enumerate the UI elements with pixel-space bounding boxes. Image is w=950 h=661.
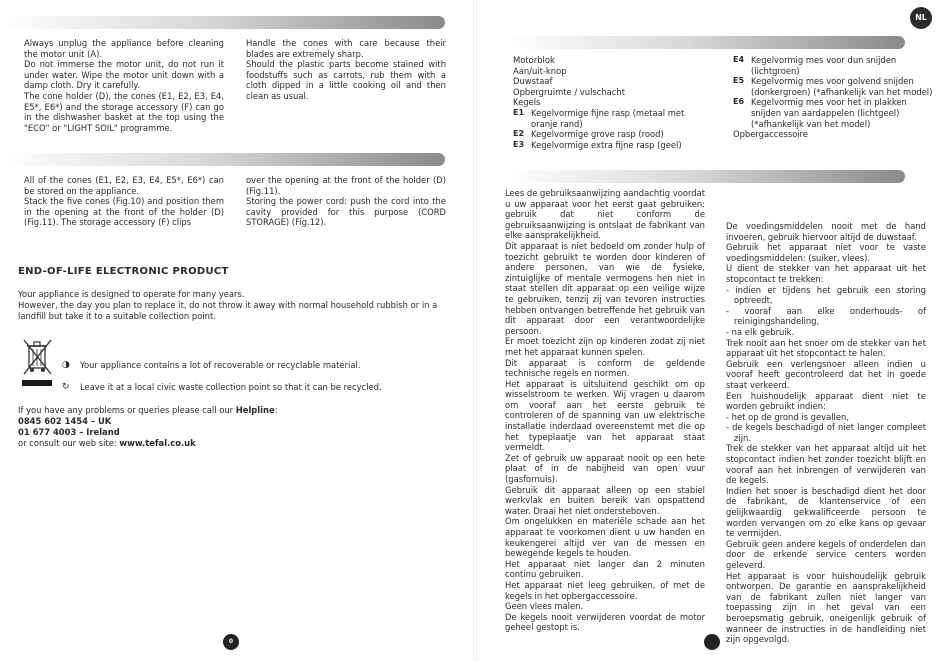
paragraph: The cone holder (D), the cones (E1, E2, E3, E4, E5*, E6*) and the storage accessory (F) can go in the dishwasher basket at the top using the "ECO" or "LIGHT SOIL" programme. (24, 90, 224, 133)
paragraph: Dit apparaat is niet bedoeld om zonder hulp of toezicht gebruikt te worden door kinderen of andere personen, van wie de fysieke, zintuiglijke of mentale vermogens hen niet in staat stellen dit apparaat op een veilige wijze te gebruiken, tenzij zij van tevoren instructies hebben ontvangen betreffende het gebruik van dit apparaat door een verantwoordelijke persoon. (505, 240, 705, 336)
paragraph: - vooraf aan elke onderhouds- of reinigingshandeling, (726, 305, 926, 327)
part-item (513, 76, 713, 87)
paragraph: Om ongelukken en materiële schade aan het apparaat te voorkomen dient u uw handen en keukengerei altijd ver van de messen en bewegende kegels te houden. (505, 516, 705, 559)
paragraph: De kegels nooit verwijderen voordat de motor geheel gestopt is. (505, 611, 705, 633)
part-key: E6 (733, 97, 745, 107)
part-label: Kegelvormige grove rasp (rood) (531, 129, 664, 140)
paragraph: De voedingsmiddelen nooit met de hand invoeren, gebruik hiervoor altijd de duwstaaf. (726, 221, 926, 242)
part-item (513, 129, 713, 140)
cleaning-col-2 (246, 38, 446, 102)
paragraph: Lees de gebruiksaanwijzing aandachtig voordat u uw apparaat voor het eerst gaat gebruiken: gebruik dat niet conform de gebruiksaanwijzing is ontslaat de fabrikant van elke aansprakelijkheid. (505, 188, 705, 241)
website-link[interactable]: www.tefal.co.uk (119, 438, 196, 448)
safety-col-1 (505, 188, 705, 633)
paragraph: - indien er tijdens het gebruik een storing optreedt, (726, 284, 926, 306)
storage-col-2 (246, 175, 446, 228)
section-divider-bar (505, 36, 905, 49)
paragraph: Trek nooit aan het snoer om de stekker van het apparaat uit het stopcontact te halen. (726, 337, 926, 359)
part-item (733, 55, 933, 76)
paragraph: All of the cones (E1, E2, E3, E4, E5*, E6*) can be stored on the appliance. (24, 175, 224, 196)
paragraph: - de kegels beschadigd of niet langer compleet zijn. (726, 422, 926, 443)
paragraph: Dit apparaat is conform de geldende technische regels en normen. (505, 357, 705, 379)
collection-point-icon: ↻ (62, 382, 70, 392)
part-key: E1 (513, 107, 525, 117)
phone-uk: 0845 602 1454 – UK (18, 416, 112, 426)
paragraph: Geen vlees malen. (505, 601, 584, 612)
paragraph: Zet of gebruik uw apparaat nooit op een hete plaat of in de nabijheid van open vuur (gasfornuis). (505, 452, 705, 485)
page-number-marker (704, 634, 720, 650)
section-divider-bar (505, 170, 905, 183)
helpline-line: If you have any problems or queries please call our Helpline: (18, 405, 278, 415)
part-item (513, 97, 713, 108)
part-label: Aan/uit-knop (513, 65, 567, 76)
website-text: or consult our web site: (18, 438, 117, 448)
page-number: 0 (223, 634, 239, 650)
parts-list-1 (513, 55, 713, 150)
part-label: Kegels (513, 97, 541, 108)
paragraph: Trek de stekker van het apparaat altijd uit het stopcontact indien het zonder toezicht blijft en vooraf aan het inbrengen of verwijderen van de kegels. (726, 443, 926, 486)
part-item (513, 55, 713, 66)
part-key: E3 (513, 139, 525, 149)
part-label: Duwstaaf (513, 76, 553, 87)
crossed-bin-icon (20, 336, 54, 390)
paragraph: over the opening at the front of the holder (D) (Fig.11). (246, 175, 446, 196)
part-item (513, 87, 713, 98)
part-item (513, 140, 713, 151)
right-page (475, 0, 950, 661)
part-label: Kegelvormig mes voor golvend snijden (donkergroen) (*afhankelijk van het model) (751, 76, 933, 97)
part-label: Kegelvormig mes voor dun snijden (lichtgroen) (751, 55, 897, 76)
paragraph: Het apparaat niet leeg gebruiken, of met de kegels in het opbergaccessoire. (505, 579, 705, 601)
phone-ie: 01 677 4003 – Ireland (18, 427, 120, 437)
paragraph: Do not immerse the motor unit, do not run it under water. Wipe the motor unit down with a damp cloth. Dry it carefully. (24, 59, 224, 91)
section-divider-bar (0, 16, 445, 29)
eol-point-1: Your appliance contains a lot of recoverable or recyclable material. (80, 360, 361, 370)
paragraph: U dient de stekker van het apparaat uit het stopcontact te trekken: (726, 263, 926, 284)
storage-col-1 (24, 175, 224, 228)
paragraph: Handle the cones with care because their blades are extremely sharp. (246, 38, 446, 59)
paragraph: Het apparaat is uitsluitend geschikt om op wisselstroom te werken. Wij vragen u daarom om vooraf aan het eerste gebruik te controleren of de spanning van uw elektrische installatie inderdaad overeenstemt met die op het typeplaatje van het apparaat staat vermeldt. (505, 378, 705, 453)
paragraph: Always unplug the appliance before cleaning the motor unit (A). (24, 38, 224, 59)
paragraph: Een huishoudelijk apparaat dient niet te worden gebruikt indien: (726, 390, 926, 412)
part-key: E4 (733, 55, 745, 64)
part-item (733, 129, 933, 140)
part-label: Kegelvormig mes voor het in plakken snijden van aardappelen (lichtgeel) (*afhankelijk van het model) (751, 97, 907, 129)
paragraph: Gebruik een verlengsnoer alleen indien u vooraf heeft gecontroleerd dat het in goede staat verkeerd. (726, 358, 926, 390)
part-item (513, 66, 713, 77)
part-label: Motorblok (513, 55, 555, 65)
eol-heading: END-OF-LIFE ELECTRONIC PRODUCT (18, 266, 229, 277)
paragraph: Indien het snoer is beschadigd dient het door de fabrikant, de klantenservice of een gelijkwaardig gekwalificeerde persoon te worden vervangen om zo elke kans op gevaar te vermijden. (726, 485, 926, 539)
helpline-label: Helpline (235, 405, 275, 415)
paragraph: - het op de grond is gevallen, (726, 411, 849, 422)
paragraph: Het apparaat is voor huishoudelijk gebruik ontworpen. De garantie en aansprakelijkheid van de fabrikant zullen niet langer van toepassing zijn in het geval van een beroepsmatig gebruik, oneigenlijk gebruik of wanneer de instructies in de handleiding niet zijn opgevolgd. (726, 570, 926, 645)
paragraph: Gebruik dit apparaat alleen op een stabiel werkvlak en buiten bereik van opspattend water. Draai het niet ondersteboven. (505, 484, 705, 516)
part-item (733, 76, 933, 97)
part-item (733, 97, 933, 129)
paragraph: - na elk gebruik. (726, 326, 795, 337)
section-divider-bar (0, 153, 445, 166)
part-label: Kegelvormige fijne rasp (metaal met oranje rand) (531, 107, 685, 129)
paragraph: Stack the five cones (Fig.10) and position them in the opening at the front of the holder (D) (Fig.11). The storage accessory (F) clips (24, 196, 224, 228)
paragraph: Gebruik geen andere kegels of onderdelen dan door de erkende service centers worden geleverd. (726, 538, 926, 570)
part-key: E5 (733, 76, 745, 86)
paragraph: Your appliance is designed to operate for many years. (18, 289, 245, 299)
paragraph: Gebruik het apparaat niet voor te vaste voedingsmiddelen: (suiker, vlees). (726, 242, 926, 263)
website-line (18, 438, 458, 449)
helpline-text: If you have any problems or queries please call our (18, 405, 234, 415)
part-item (513, 108, 713, 129)
part-label: Opbergruimte / vulschacht (513, 86, 626, 97)
eol-intro (18, 289, 458, 322)
part-label: Kegelvormige extra fijne rasp (geel) (531, 139, 682, 150)
part-label: Opbergaccessoire (733, 129, 809, 140)
paragraph: Should the plastic parts become stained with foodstuffs such as carrots, rub them with a cloth dipped in a little cooking oil and then clean as usual. (246, 59, 446, 101)
recycle-info-icon: ◑ (62, 360, 70, 370)
paragraph: Storing the power cord: push the cord into the cavity provided for this purpose (CORD STORAGE) (Fig.12). (246, 196, 446, 228)
helpline-block (18, 405, 458, 449)
paragraph: However, the day you plan to replace it, do not throw it away with normal household rubbish or in a landfill but take it to a suitable collection point. (18, 300, 438, 321)
eol-point-2: Leave it at a local civic waste collection point so that it can be recycled. (80, 382, 382, 392)
part-key: E2 (513, 129, 525, 139)
language-badge: NL (910, 7, 932, 29)
cleaning-col-1 (24, 38, 224, 133)
paragraph: Het apparaat niet langer dan 2 minuten continu gebruiken. (505, 558, 705, 580)
paragraph: Er moet toezicht zijn op kinderen zodat zij niet met het apparaat kunnen spelen. (505, 336, 705, 357)
parts-list-2 (733, 55, 933, 140)
safety-col-2 (726, 221, 926, 645)
